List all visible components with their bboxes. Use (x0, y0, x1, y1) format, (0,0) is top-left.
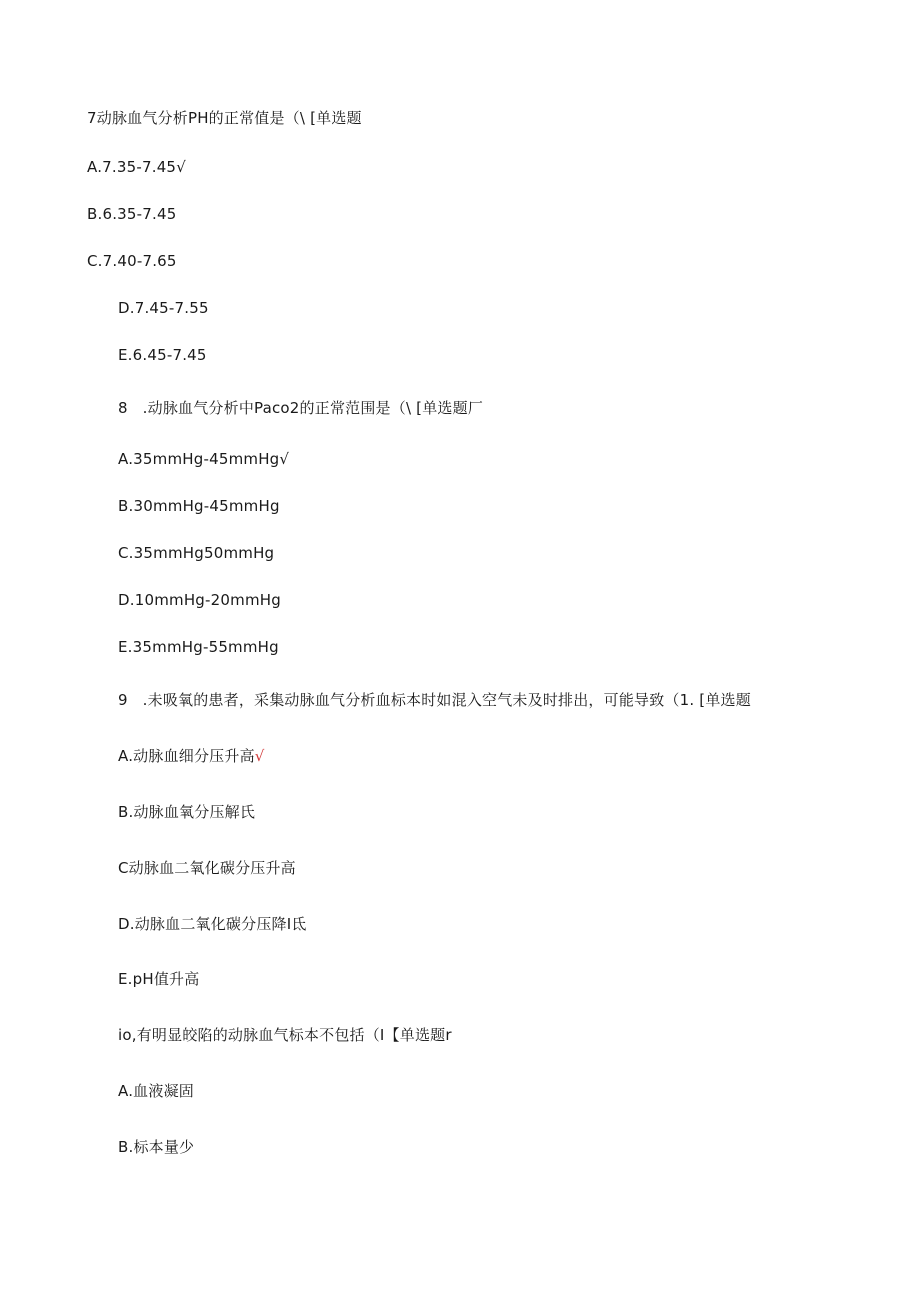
option-text: A.35mmHg-45mmHg (118, 450, 280, 468)
question-7-option-a (87, 157, 186, 177)
question-8-stem: 8 .动脉血气分析中Paco2的正常范围是（\ [单选题厂 (118, 399, 484, 417)
question-10-option-b: B.标本量少 (118, 1138, 195, 1156)
option-text: A.7.35-7.45 (87, 158, 177, 176)
checkmark-icon: √ (176, 158, 186, 176)
question-7-option-d: D.7.45-7.55 (118, 299, 209, 317)
question-8-option-c: C.35mmHg50mmHg (118, 544, 275, 562)
question-7-option-b: B.6.35-7.45 (87, 205, 177, 223)
option-text: A.动脉血细分压升高 (118, 747, 255, 765)
question-9-option-e: E.pH值升高 (118, 970, 200, 988)
question-9-option-a (118, 746, 265, 766)
question-8-option-e: E.35mmHg-55mmHg (118, 638, 279, 656)
question-9-option-c: C动脉血二氧化碳分压升高 (118, 859, 296, 877)
question-7-stem: 7动脉血气分析PH的正常值是（\ [单选题 (87, 109, 362, 127)
question-10-stem: io,有明显皎陷的动脉血气标本不包括（I【单选题r (118, 1026, 452, 1044)
question-10-option-a: A.血液凝固 (118, 1082, 194, 1100)
question-8-option-a (118, 449, 289, 469)
question-8-option-d: D.10mmHg-20mmHg (118, 591, 281, 609)
checkmark-icon: √ (279, 450, 290, 468)
checkmark-icon: √ (254, 747, 265, 765)
question-9-option-d: D.动脉血二氧化碳分压降I氐 (118, 915, 307, 933)
question-8-option-b: B.30mmHg-45mmHg (118, 497, 280, 515)
question-7-option-c: C.7.40-7.65 (87, 252, 177, 270)
question-9-option-b: B.动脉血氧分压解氏 (118, 803, 256, 821)
question-7-option-e: E.6.45-7.45 (118, 346, 207, 364)
question-9-stem: 9 .未吸氧的患者，采集动脉血气分析血标本时如混入空气未及时排出，可能导致（1. [单选题 (118, 691, 751, 709)
